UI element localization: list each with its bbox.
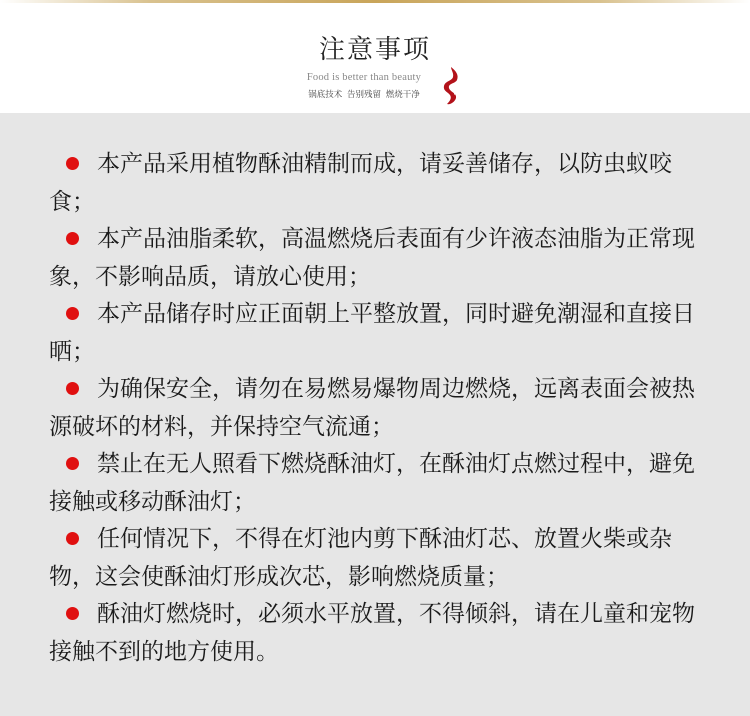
red-bullet-icon: [66, 532, 79, 545]
notice-item: [49, 596, 709, 671]
seal-stamp-icon: [438, 65, 464, 107]
red-bullet-icon: [66, 232, 79, 245]
notice-text: 禁止在无人照看下燃烧酥油灯，在酥油灯点燃过程中，避免接触或移动酥油灯；: [49, 451, 695, 515]
notice-item: [49, 296, 709, 371]
notice-text: 本产品油脂柔软，高温燃烧后表面有少许液态油脂为正常现象，不影响品质，请放心使用；: [49, 226, 695, 290]
notice-text: 本产品采用植物酥油精制而成，请妥善储存，以防虫蚁咬食；: [49, 151, 672, 215]
notice-text: 为确保安全，请勿在易燃易爆物周边燃烧，远离表面会被热源破坏的材料，并保持空气流通；: [49, 376, 695, 440]
red-bullet-icon: [66, 307, 79, 320]
red-bullet-icon: [66, 157, 79, 170]
notice-item: [49, 146, 709, 221]
header: [0, 3, 750, 113]
red-bullet-icon: [66, 457, 79, 470]
red-bullet-icon: [66, 382, 79, 395]
notice-item: [49, 446, 709, 521]
page-title: 注意事项: [318, 35, 431, 65]
notice-text: 本产品储存时应正面朝上平整放置，同时避免潮湿和直接日晒；: [49, 301, 695, 365]
tagline: Food is better than beauty: [306, 72, 422, 83]
notice-text: 任何情况下，不得在灯池内剪下酥油灯芯、放置火柴或杂物，这会使酥油灯形成次芯，影响燃烧质量；: [49, 526, 672, 590]
notice-list: [49, 146, 709, 671]
subline: 锅底技术 告别残留 燃烧干净: [308, 90, 420, 100]
red-bullet-icon: [66, 607, 79, 620]
notice-item: [49, 371, 709, 446]
notice-text: 酥油灯燃烧时，必须水平放置，不得倾斜，请在儿童和宠物接触不到的地方使用。: [49, 601, 695, 665]
notice-item: [49, 521, 709, 596]
notice-item: [49, 221, 709, 296]
